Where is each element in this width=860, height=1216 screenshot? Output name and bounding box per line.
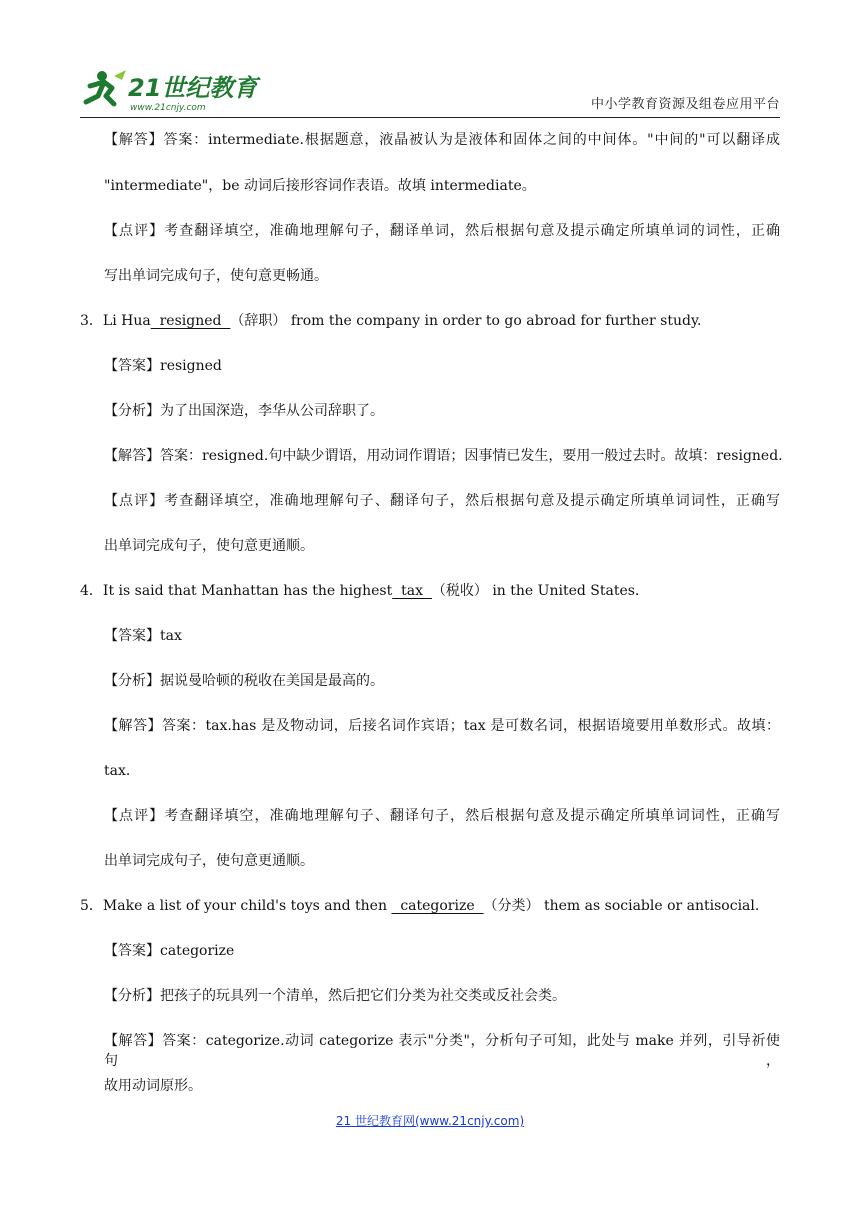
text-line: "intermediate"，be 动词后接形容词作表语。故填 intermediate。 [104, 178, 536, 194]
text-line: 【解答】答案：resigned.句中缺少谓语，用动词作谓语；因事情已发生，要用一般过去时。故填：resigned. [104, 448, 783, 464]
hint: （税收） [431, 583, 488, 599]
question-text: from the company in order to go abroad for further study. [286, 313, 702, 329]
text-line: 【点评】考查翻译填空，准确地理解句子、翻译句子，然后根据句意及提示确定所填单词词性，正确写 [104, 808, 780, 824]
header-divider [80, 117, 780, 118]
text-line: 【分析】把孩子的玩具列一个清单，然后把它们分类为社交类或反社会类。 [104, 988, 566, 1004]
text-line: 【点评】考查翻译填空，准确地理解句子，翻译单词，然后根据句意及提示确定所填单词的词性，正确 [104, 223, 780, 239]
question-text: in the United States. [487, 583, 640, 599]
question-3 [80, 311, 701, 331]
text-line: tax. [104, 763, 131, 779]
answer-blank: categorize [391, 898, 484, 914]
text-line: 出单词完成句子，使句意更通顺。 [104, 853, 314, 869]
text-line: 出单词完成句子，使句意更通顺。 [104, 538, 314, 554]
platform-title: 中小学教育资源及组卷应用平台 [590, 97, 780, 112]
text-line: 【答案】tax [104, 628, 182, 644]
hint: （分类） [483, 898, 540, 914]
text-line: 【答案】categorize [104, 943, 235, 959]
text-line: 【解答】答案：tax.has 是及物动词，后接名词作宾语；tax 是可数名词，根据语境要用单数形式。故填： [104, 718, 780, 734]
logo-text: 21世纪教育 [128, 74, 258, 102]
text-line: 写出单词完成句子，使句意更畅通。 [104, 268, 328, 284]
text-line: 【解答】答案：categorize.动词 categorize 表示"分类"，分析句子可知，此处与 make 并列，引导祈使句， [104, 1033, 780, 1069]
question-number: 5． [80, 898, 103, 914]
question-number: 4． [80, 583, 103, 599]
hint: （辞职） [230, 313, 287, 329]
question-text: Li Hua [102, 313, 151, 329]
answer-blank: resigned [150, 313, 231, 329]
text-line: 【分析】据说曼哈顿的税收在美国是最高的。 [104, 673, 384, 689]
question-text: Make a list of your child's toys and then [102, 898, 387, 914]
logo-url: www.21cnjy.com [130, 103, 206, 113]
text-line: 故用动词原形。 [104, 1078, 202, 1094]
text-line: 【答案】resigned [104, 358, 222, 374]
runner-icon [86, 70, 126, 104]
site-logo [80, 66, 270, 116]
text-line: 【分析】为了出国深造，李华从公司辞职了。 [104, 403, 384, 419]
question-4 [80, 581, 639, 601]
question-number: 3． [80, 313, 103, 329]
text-line: 【解答】答案：intermediate.根据题意，液晶被认为是液体和固体之间的中间体。"中间的"可以翻译成 [104, 132, 780, 148]
question-text: It is said that Manhattan has the highest [102, 583, 393, 599]
question-text: them as sociable or antisocial. [539, 898, 760, 914]
text-line: 【点评】考查翻译填空，准确地理解句子、翻译句子，然后根据句意及提示确定所填单词词性，正确写 [104, 493, 780, 509]
answer-blank: tax [392, 583, 432, 599]
page-header [80, 66, 780, 118]
footer-link[interactable]: 21 世纪教育网(www.21cnjy.com) [335, 1114, 525, 1128]
question-5 [80, 896, 759, 916]
